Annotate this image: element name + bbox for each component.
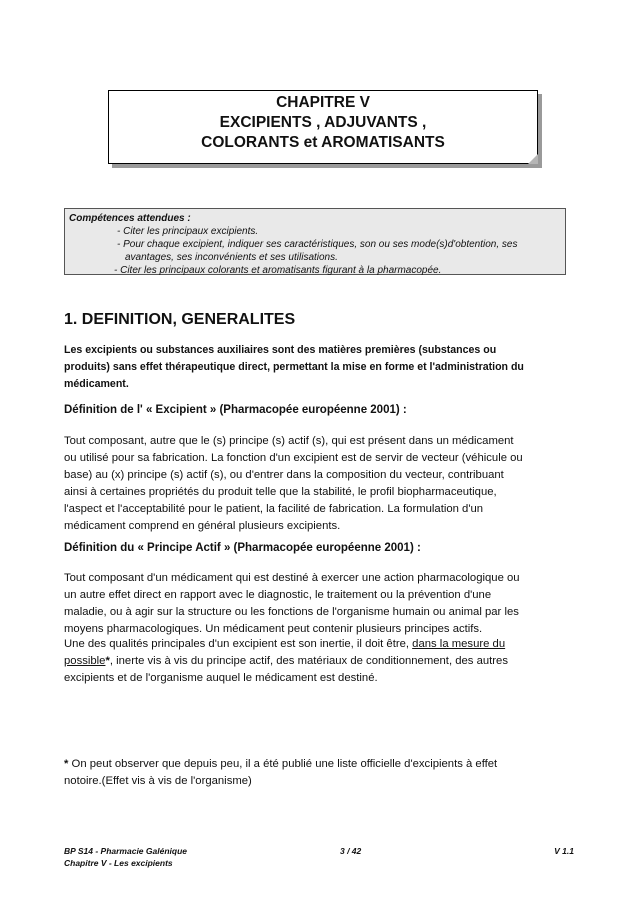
competence-item-2-continued: avantages, ses inconvénients et ses utilisations. xyxy=(125,252,338,263)
chapter-title-line-1: EXCIPIENTS , ADJUVANTS , xyxy=(219,114,427,131)
active-principle-definition-heading: Définition du « Principe Actif » (Pharmacopée européenne 2001) : xyxy=(64,542,421,554)
excipient-def-line-5: l'aspect et l'acceptabilité pour le patient, la facilité de fabrication. La formulation d'un xyxy=(64,503,484,515)
active-principle-definition-paragraph xyxy=(64,570,572,638)
footer-page-number: 3 / 42 xyxy=(340,846,362,856)
footnote-line-1 xyxy=(64,756,572,773)
footnote-line-2: notoire.(Effet vis à vis de l'organisme) xyxy=(64,775,252,787)
competence-item-1: - Citer les principaux excipients. xyxy=(117,226,259,237)
competences-box xyxy=(64,208,566,275)
excipient-def-line-2: ou utilisé pour sa fabrication. La fonction d'un excipient est de servir de vecteur (véhicule ou xyxy=(64,452,523,464)
inertia-line-2 xyxy=(64,653,572,670)
pa-def-line-3: maladie, ou à agir sur la structure ou les fonctions de l'organisme humain ou animal par les xyxy=(64,606,519,618)
excipient-def-line-4: ainsi à certaines propriétés du produit telle que la stabilité, le profil biopharmaceutique, xyxy=(64,486,497,498)
competence-item-3: - Citer les principaux colorants et aromatisants figurant à la pharmacopée. xyxy=(114,265,442,276)
inertia-line-3: excipients et de l'organisme auquel le médicament est destiné. xyxy=(64,672,378,684)
pa-def-line-1: Tout composant d'un médicament qui est destiné à exercer une action pharmacologique ou xyxy=(64,572,520,584)
intro-paragraph xyxy=(64,342,572,393)
inertia-line-1 xyxy=(64,636,572,653)
footer-course: BP S14 - Pharmacie Galénique xyxy=(64,846,187,856)
chapter-title-box xyxy=(108,90,538,164)
footnote-line-1-text: On peut observer que depuis peu, il a été publié une liste officielle d'excipients à effet xyxy=(68,758,498,770)
excipient-definition-paragraph xyxy=(64,433,572,535)
intro-line-2: produits) sans effet thérapeutique direct, permettant la mise en forme et l'administration du xyxy=(64,361,524,373)
footnote xyxy=(64,756,572,790)
chapter-title-line-2: COLORANTS et AROMATISANTS xyxy=(201,134,445,151)
inertia-paragraph xyxy=(64,636,572,687)
inertia-emphasis-1: dans la mesure du xyxy=(412,638,506,650)
pa-def-line-2: un autre effet direct en rapport avec le diagnostic, le traitement ou la prévention d'une xyxy=(64,589,492,601)
page-curl-decoration xyxy=(528,154,538,164)
chapter-number: CHAPITRE V xyxy=(276,94,370,111)
inertia-line-2-text: , inerte vis à vis du principe actif, des matériaux de conditionnement, des autres xyxy=(109,655,508,667)
footer-chapter: Chapitre V - Les excipients xyxy=(64,858,173,868)
intro-line-1: Les excipients ou substances auxiliaires sont des matières premières (substances ou xyxy=(64,344,497,356)
footer-version: V 1.1 xyxy=(554,846,574,856)
pa-def-line-4: moyens pharmacologiques. Un médicament peut contenir plusieurs principes actifs. xyxy=(64,623,483,635)
excipient-definition-heading: Définition de l' « Excipient » (Pharmacopée européenne 2001) : xyxy=(64,404,407,416)
excipient-def-line-3: base) au (x) principe (s) actif (s), ou d'entrer dans la composition du vecteur, contribuant xyxy=(64,469,504,481)
section-heading: 1. DEFINITION, GENERALITES xyxy=(64,311,296,328)
footnote-marker: * xyxy=(105,655,110,667)
excipient-def-line-1: Tout composant, autre que le (s) principe (s) actif (s), qui est présent dans un médicament xyxy=(64,435,514,447)
inertia-line-1-text: Une des qualités principales d'un excipient est son inertie, il doit être, xyxy=(64,638,413,650)
competences-heading: Compétences attendues : xyxy=(69,213,191,224)
excipient-def-line-6: médicament comprend en général plusieurs excipients. xyxy=(64,520,341,532)
intro-line-3: médicament. xyxy=(64,378,129,390)
footnote-star: * xyxy=(64,758,69,770)
competence-item-2: - Pour chaque excipient, indiquer ses caractéristiques, son ou ses mode(s)d'obtention, ses xyxy=(117,239,518,250)
inertia-emphasis-2: possible xyxy=(64,655,106,667)
